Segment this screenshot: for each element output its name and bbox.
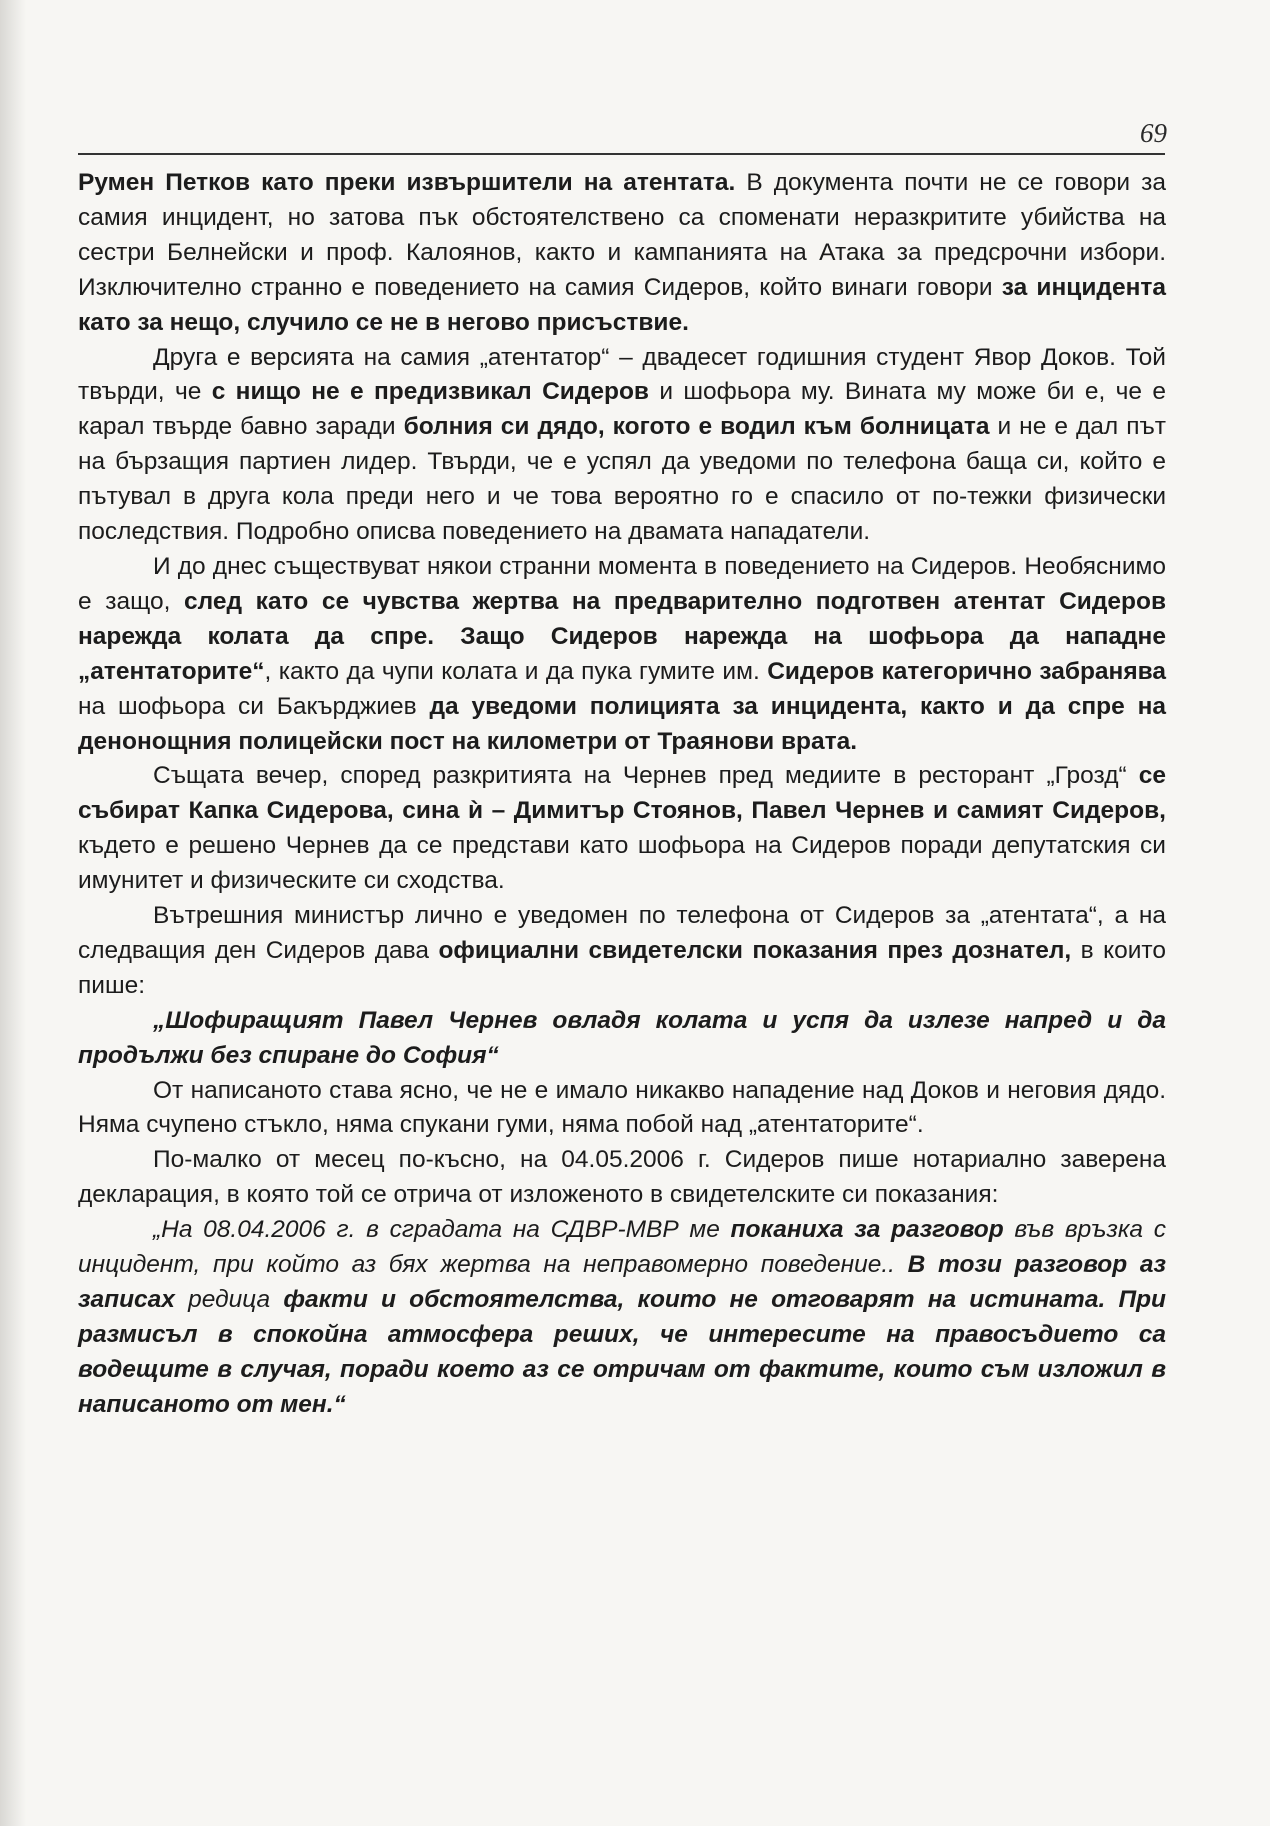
bold-text-run: с нищо не е предизвикал Сидеров (211, 378, 649, 406)
paragraph (78, 341, 1166, 550)
text-run: във връзка с инцидент, при който аз бях жертва на неправомерно поведение.. (78, 1216, 1166, 1279)
bold-text-run: да уведоми полицията за инцидента, както и да спре на денонощния полицейски пост на километри от Траянови врата. (78, 692, 1166, 755)
paragraph (78, 550, 1166, 759)
body-text (78, 166, 1166, 1423)
bold-text-run: факти и обстоятелства, които не отговарят на истината. При размисъл в спокойна атмосфера реших, че интересите на правосъдието са водещите в случая, поради което аз се отричам от фактите, които съм изложил в написаното от мен.“ (78, 1286, 1167, 1418)
text-run: „На 08.04.2006 г. в сградата на СДВР-МВР ме (153, 1216, 731, 1244)
paragraph (78, 1143, 1166, 1213)
paragraph (78, 1074, 1166, 1144)
bold-text-run: официални свидетелски показания през дознател, (438, 936, 1072, 964)
bold-text-run: „Шофиращият Павел Чернев овладя колата и успя да излезе напред и да продължи без спиране до София“ (78, 1006, 1166, 1069)
text-run: , както да чупи колата и да пука гумите им. (264, 657, 768, 685)
bold-text-run: след като се чувства жертва на предварително подготвен атентат Сидеров нарежда колата да спре. Защо Сидеров нарежда на шофьора да нападне „атентаторите“ (78, 587, 1167, 685)
paragraph (78, 166, 1166, 341)
header-rule (78, 153, 1165, 155)
text-run: Друга е версията на самия „атентатор“ – двадесет годишния студент Явор Доков. Той твърди, че (78, 343, 1166, 406)
quote-paragraph (78, 1213, 1166, 1422)
bold-text-run: В този разговор аз записах (78, 1251, 1166, 1313)
page-binding-shadow (0, 0, 26, 1826)
bold-text-run: за инцидента като за нещо, случило се не в негово присъствие. (78, 273, 1167, 336)
text-run: в които пише: (78, 936, 1166, 999)
text-run: където е решено Чернев да се представи като шофьора на Сидеров поради депутатския си имунитет и физическите си сходства. (78, 832, 1166, 895)
quote-paragraph (78, 1004, 1166, 1074)
text-run: От написаното става ясно, че не е имало никакво нападение над Доков и неговия дядо. Няма счупено стъкло, няма спукани гуми, няма побой над „атентаторите“. (78, 1076, 1166, 1139)
text-run: Същата вечер, според разкритията на Чернев пред медиите в ресторант „Грозд“ (153, 762, 1139, 790)
text-run: В документа почти не се говори за самия инцидент, но затова пък обстоятелствено са споменати неразкритите убийства на сестри Белнейски и проф. Калоянов, както и кампанията на Атака за предсрочни избори. Изключително странно е поведението на самия Сидеров, който винаги говори (78, 169, 1166, 301)
paragraph (78, 899, 1166, 1004)
bold-text-run: се събират Капка Сидерова, сина ѝ – Димитър Стоянов, Павел Чернев и самият Сидеров, (78, 762, 1166, 825)
bold-text-run: Румен Петков като преки извършители на атентата. (78, 169, 736, 196)
bold-text-run: поканиха за разговор (730, 1216, 1004, 1244)
paragraph (78, 759, 1166, 899)
text-run: и шофьора му. Вината му може би е, че е карал твърде бавно заради (78, 378, 1166, 441)
bold-text-run: Сидеров категорично забранява (767, 657, 1167, 685)
page-number: 69 (1140, 118, 1167, 148)
text-run: на шофьора си Бакърджиев (78, 692, 430, 720)
text-run: И до днес съществуват някои странни момента в поведението на Сидеров. Необяснимо е защо, (78, 552, 1166, 615)
bold-text-run: болния си дядо, когото е водил към болницата (403, 413, 990, 441)
text-run: По-малко от месец по-късно, на 04.05.2006 г. Сидеров пише нотариално заверена декларация, в която той се отрича от изложеното в свидетелските си показания: (78, 1146, 1166, 1209)
text-run: и не е дал път на бързащия партиен лидер. Твърди, че е успял да уведоми по телефона баща си, който е пътувал в друга кола преди него и че това вероятно го е спасило от по-тежки физически последствия. Подробно описва поведението на двамата нападатели. (78, 413, 1166, 546)
text-run: Вътрешния министър лично е уведомен по телефона от Сидеров за „атентата“, а на следващия ден Сидеров дава (78, 902, 1166, 964)
text-run: редица (174, 1286, 284, 1313)
